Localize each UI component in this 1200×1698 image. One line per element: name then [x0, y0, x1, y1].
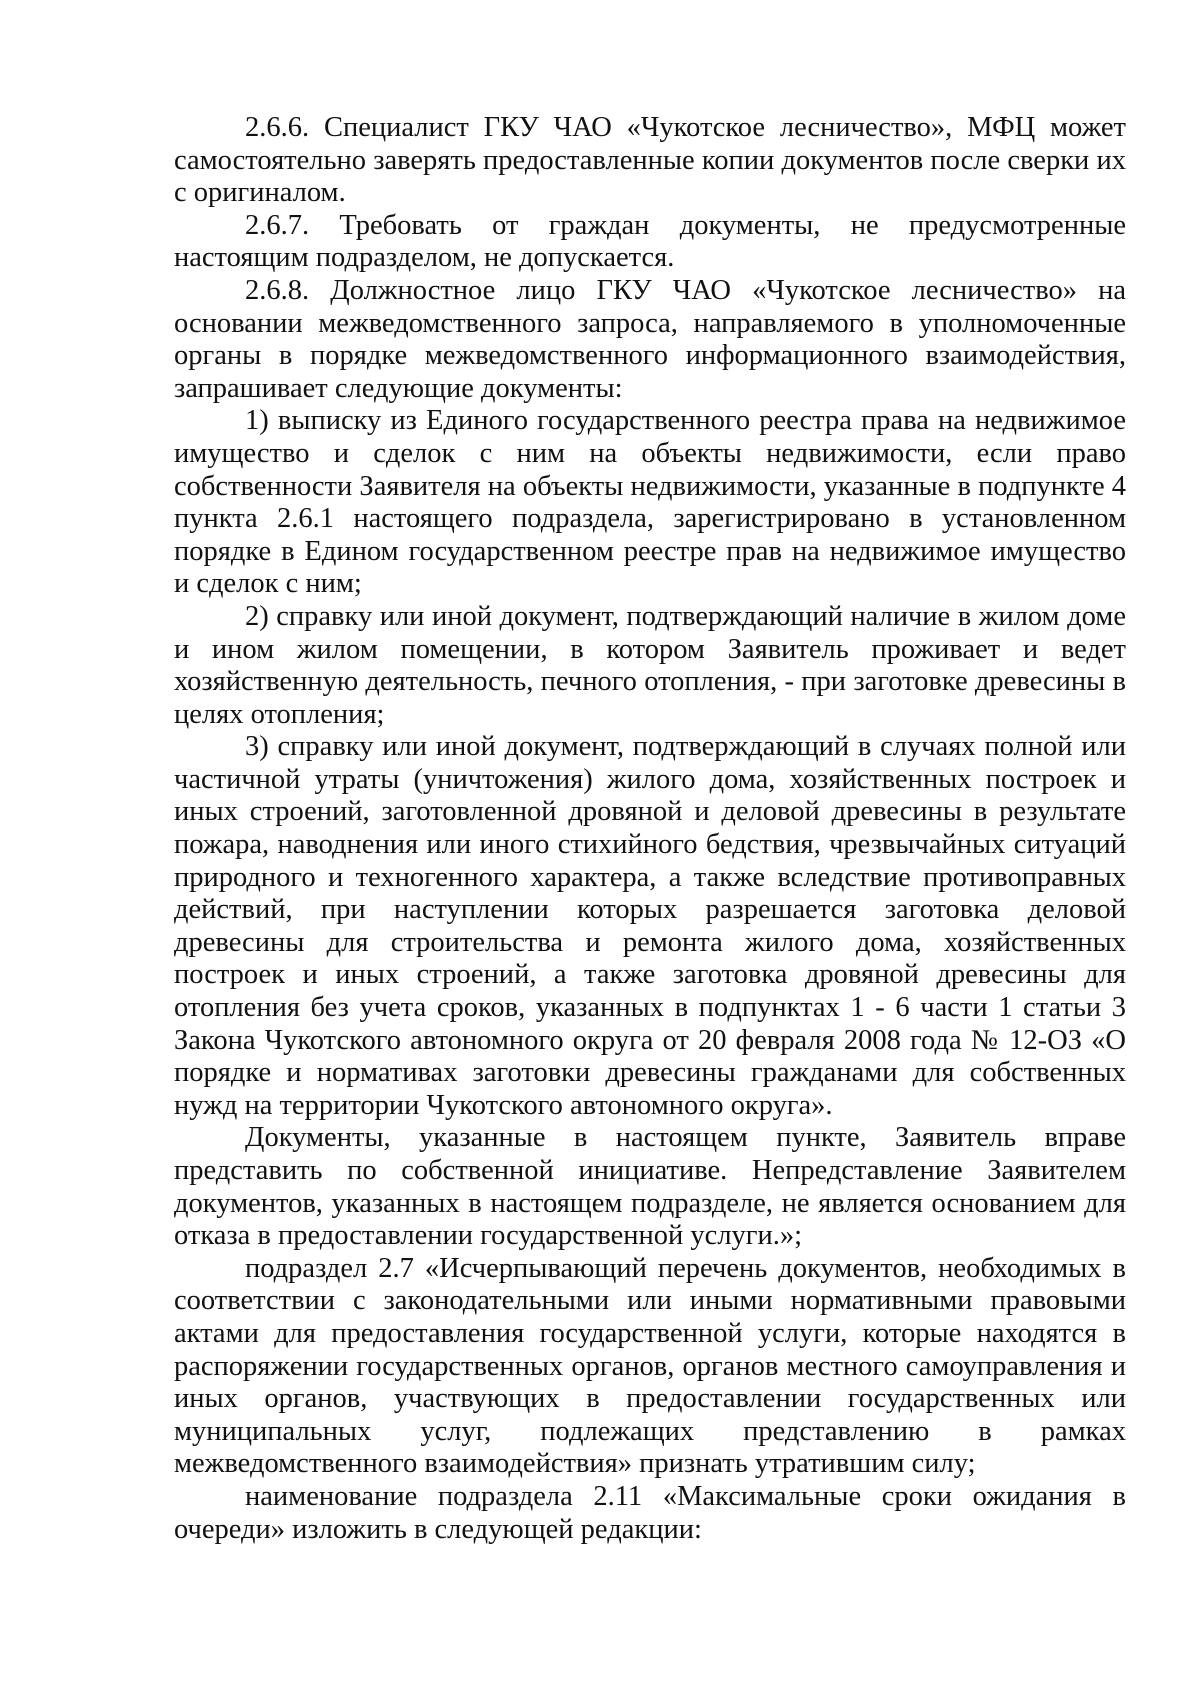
paragraph-2-6-8: 2.6.8. Должностное лицо ГКУ ЧАО «Чукотское лесничество» на основании межведомственного запроса, направляемого в уполномоченные органы в порядке межведомственного информационного взаимодействия, запрашивает следующие документы: [174, 274, 1126, 404]
paragraph-documents-note: Документы, указанные в настоящем пункте, Заявитель вправе представить по собственной инициативе. Непредставление Заявителем документов, указанных в настоящем подразделе, не является основанием для отказа в предоставлении государственной услуги.»; [174, 1122, 1126, 1252]
list-item-1: 1) выписку из Единого государственного реестра права на недвижимое имущество и сделок с ним на объекты недвижимости, если право собственности Заявителя на объекты недвижимости, указанные в подпункте 4 пункта 2.6.1 настоящего подраздела, зарегистрировано в установленном порядке в Едином государственном реестре прав на недвижимое имущество и сделок с ним; [174, 405, 1126, 600]
paragraph-subsection-2-11: наименование подраздела 2.11 «Максимальные сроки ожидания в очереди» изложить в следующей редакции: [174, 1480, 1126, 1545]
paragraph-2-6-6: 2.6.6. Специалист ГКУ ЧАО «Чукотское лесничество», МФЦ может самостоятельно заверять предоставленные копии документов после сверки их с оригиналом. [174, 112, 1126, 209]
paragraph-2-6-7: 2.6.7. Требовать от граждан документы, не предусмотренные настоящим подразделом, не допускается. [174, 209, 1126, 274]
document-body [174, 112, 1126, 1546]
list-item-3: 3) справку или иной документ, подтверждающий в случаях полной или частичной утраты (уничтожения) жилого дома, хозяйственных построек и иных строений, заготовленной дровяной и деловой древесины в результате пожара, наводнения или иного стихийного бедствия, чрезвычайных ситуаций природного и техногенного характера, а также вследствие противоправных действий, при наступлении которых разрешается заготовка деловой древесины для строительства и ремонта жилого дома, хозяйственных построек и иных строений, а также заготовка дровяной древесины для отопления без учета сроков, указанных в подпунктах 1 - 6 части 1 статьи 3 Закона Чукотского автономного округа от 20 февраля 2008 года № 12-ОЗ «О порядке и нормативах заготовки древесины гражданами для собственных нужд на территории Чукотского автономного округа». [174, 731, 1126, 1121]
list-item-2: 2) справку или иной документ, подтверждающий наличие в жилом доме и ином жилом помещении, в котором Заявитель проживает и ведет хозяйственную деятельность, печного отопления, - при заготовке древесины в целях отопления; [174, 600, 1126, 730]
paragraph-subsection-2-7: подраздел 2.7 «Исчерпывающий перечень документов, необходимых в соответствии с законодательными или иными нормативными правовыми актами для предоставления государственной услуги, которые находятся в распоряжении государственных органов, органов местного самоуправления и иных органов, участвующих в предоставлении государственных или муниципальных услуг, подлежащих представлению в рамках межведомственного взаимодействия» признать утратившим силу; [174, 1252, 1126, 1480]
